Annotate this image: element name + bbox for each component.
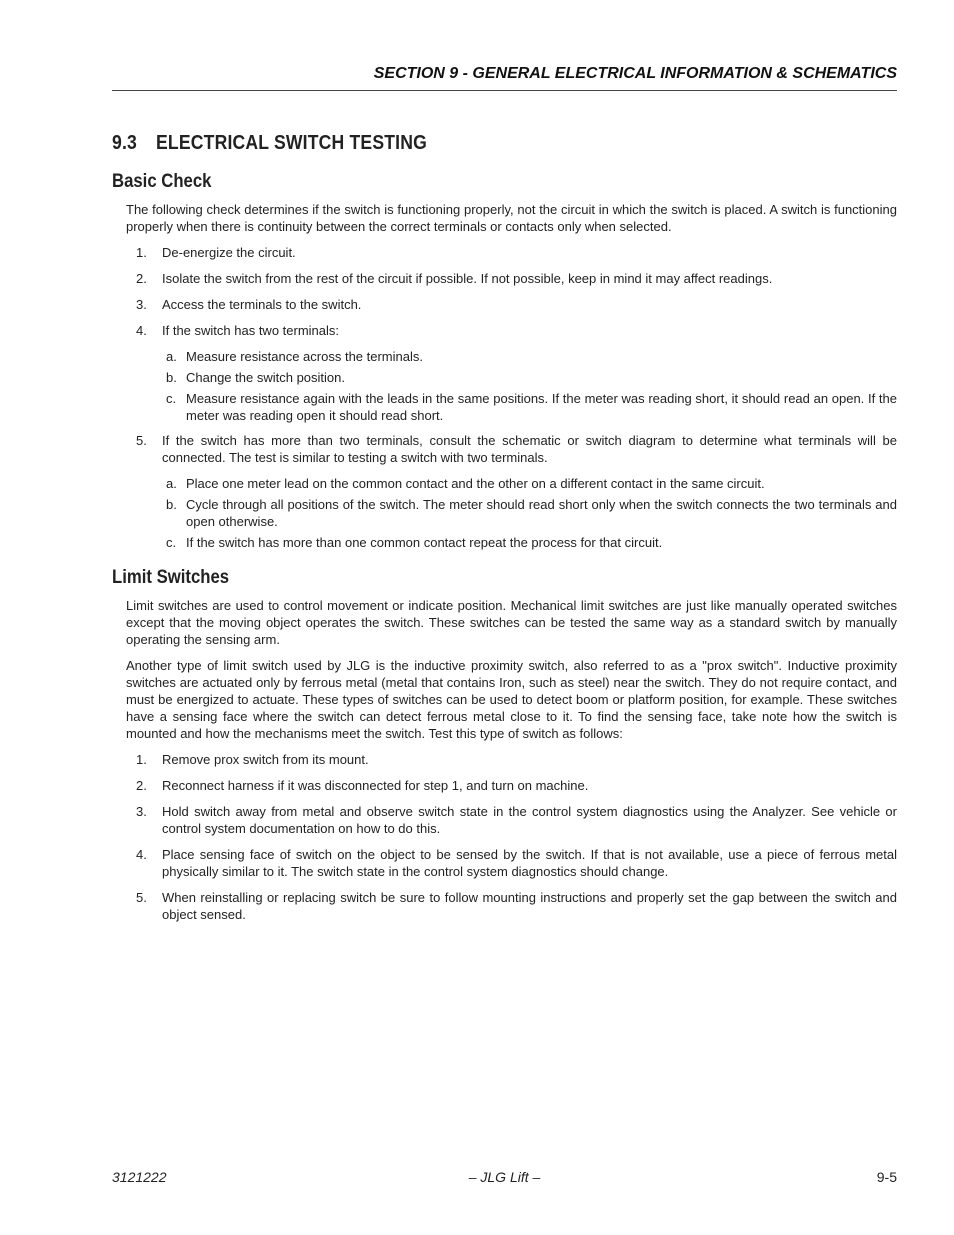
sub-list-text: Measure resistance across the terminals. — [186, 349, 423, 364]
basic-check-intro: The following check determines if the switch is functioning properly, not the circuit in which the switch is placed. A switch is functioning properly when there is continuity between the correct terminals or contacts only when selected. — [126, 202, 897, 234]
list-text: Hold switch away from metal and observe switch state in the control system diagnostics using the Analyzer. See vehicle or control system documentation on how to do this. — [162, 804, 897, 836]
list-text: Remove prox switch from its mount. — [162, 752, 369, 767]
sub-list-letter: c. — [166, 535, 177, 550]
footer-brand: – JLG Lift – — [468, 1169, 541, 1185]
list-text: Reconnect harness if it was disconnected for step 1, and turn on machine. — [162, 778, 589, 793]
sub-list-item — [112, 369, 897, 386]
limit-switches-para-2: Another type of limit switch used by JLG is the inductive proximity switch, also referred to as a "prox switch". Inductive proximity switches are actuated only by ferrous metal (metal that contains Iron, such as steel) near the switch. They do not require contact, and must be energized to actuate. These types of switches can be used to detect boom or platform position, for example. These switches have a sensing face where the switch can detect ferrous metal close to it. To find the sensing face, take note how the switch is mounted and how the mechanisms meet the switch. Test this type of switch as follows: — [126, 658, 897, 741]
list-number: 2. — [136, 271, 147, 286]
list-item — [112, 244, 897, 261]
page-header — [112, 62, 897, 91]
list-item — [112, 751, 897, 768]
list-text: Place sensing face of switch on the object to be sensed by the switch. If that is not available, use a piece of ferrous metal physically similar to it. The switch state in the control system diagnostics should change. — [162, 847, 897, 879]
list-number: 3. — [136, 804, 147, 819]
list-number: 5. — [136, 890, 147, 905]
list-text: Access the terminals to the switch. — [162, 297, 362, 312]
sub-list-text: Cycle through all positions of the switch. The meter should read short only when the switch connects the two terminals and open otherwise. — [186, 497, 897, 529]
sub-list-letter: a. — [166, 349, 177, 364]
list-item — [112, 270, 897, 287]
sub-list-item — [112, 496, 897, 530]
sub-list-text: Change the switch position. — [186, 370, 345, 385]
sub-list-item — [112, 348, 897, 365]
list-item — [112, 777, 897, 794]
list-item — [112, 889, 897, 923]
sub-list-letter: c. — [166, 391, 177, 406]
basic-check-heading: Basic Check — [112, 171, 212, 192]
section-header-title: SECTION 9 - GENERAL ELECTRICAL INFORMATION & SCHEMATICS — [373, 65, 897, 82]
list-text: When reinstalling or replacing switch be sure to follow mounting instructions and properly set the gap between the switch and object sensed. — [162, 890, 897, 922]
sub-list-text: If the switch has more than one common contact repeat the process for that circuit. — [186, 535, 663, 550]
sub-list-item — [112, 475, 897, 492]
page-footer — [112, 1169, 897, 1189]
sub-list-letter: b. — [166, 497, 177, 512]
limit-switches-para-1: Limit switches are used to control movement or indicate position. Mechanical limit switches are just like manually operated switches except that the moving object operates the switch. These switches can be tested the same way as a standard switch by manually operating the sensing arm. — [126, 598, 897, 647]
section-title — [112, 132, 803, 155]
list-number: 5. — [136, 433, 147, 448]
limit-switches-heading: Limit Switches — [112, 567, 230, 588]
list-item — [112, 846, 897, 880]
page-content — [112, 132, 897, 932]
list-number: 3. — [136, 297, 147, 312]
sub-list-item — [112, 534, 897, 551]
sub-list-letter: b. — [166, 370, 177, 385]
list-number: 1. — [136, 752, 147, 767]
section-title-text: ELECTRICAL SWITCH TESTING — [156, 132, 428, 154]
list-number: 1. — [136, 245, 147, 260]
list-text: If the switch has two terminals: — [162, 323, 340, 338]
list-text: If the switch has more than two terminals, consult the schematic or switch diagram to determine what terminals will be connected. The test is similar to testing a switch with two terminals. — [162, 433, 897, 465]
list-number: 4. — [136, 323, 147, 338]
sub-list-text: Measure resistance again with the leads in the same positions. If the meter was reading short, it should read an open. If the meter was reading open it should read short. — [186, 391, 897, 423]
list-item — [112, 803, 897, 837]
sub-list-letter: a. — [166, 476, 177, 491]
list-text: Isolate the switch from the rest of the circuit if possible. If not possible, keep in mind it may affect readings. — [162, 271, 773, 286]
list-text: De-energize the circuit. — [162, 245, 296, 260]
list-item — [112, 432, 897, 466]
list-number: 2. — [136, 778, 147, 793]
list-item — [112, 322, 897, 339]
page-number: 9-5 — [876, 1169, 897, 1185]
section-number: 9.3 — [112, 132, 137, 154]
document-number: 3121222 — [112, 1169, 167, 1185]
list-number: 4. — [136, 847, 147, 862]
list-item — [112, 296, 897, 313]
sub-list-text: Place one meter lead on the common contact and the other on a different contact in the same circuit. — [186, 476, 765, 491]
sub-list-item — [112, 390, 897, 424]
